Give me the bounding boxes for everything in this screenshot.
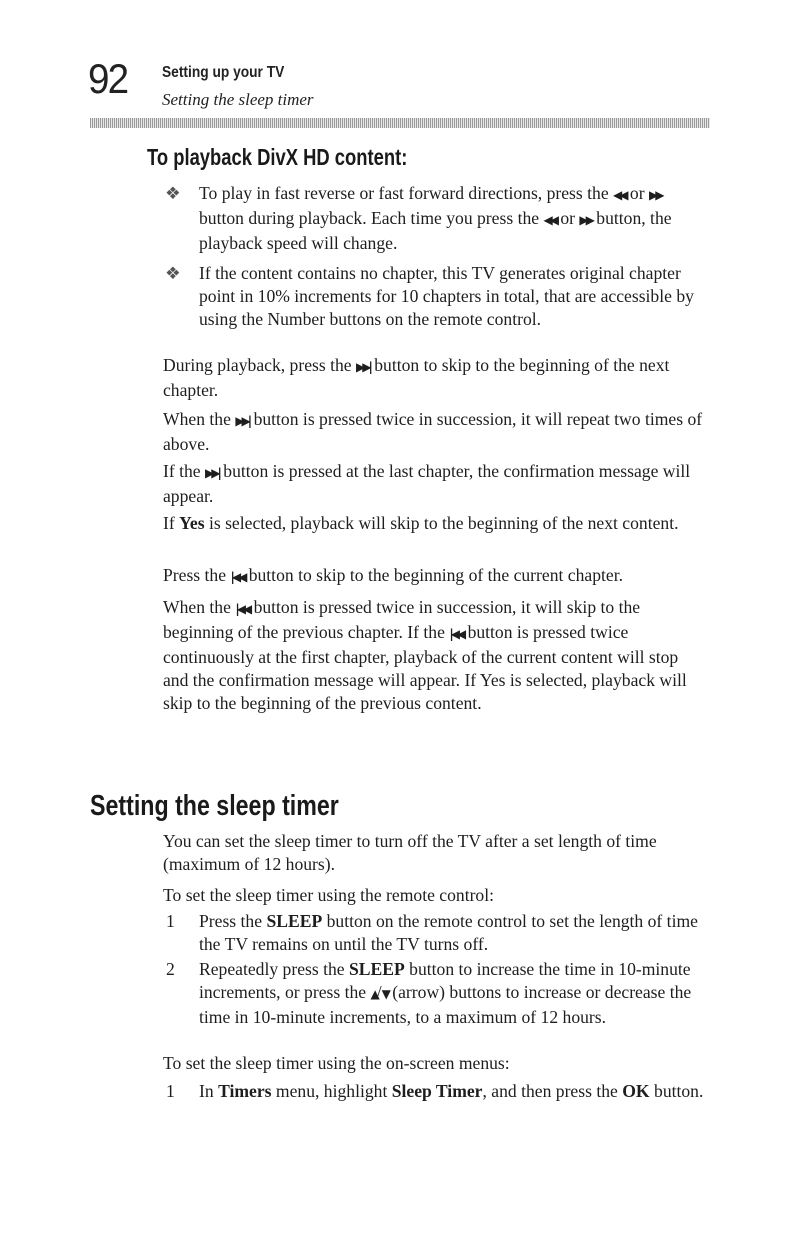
step-item: 2 Repeatedly press the SLEEP button to increase the time in 10-minute increments, or press the ▲/▼ (arrow) buttons to increase or decrease the time in 10-minute increments, to a maximum of 12 hours. bbox=[166, 959, 692, 1027]
paragraph: During playback, press the ▶▶| button to skip to the beginning of the next chapter. bbox=[163, 355, 670, 400]
paragraph: To set the sleep timer using the remote control: bbox=[163, 885, 495, 905]
step-item: 1 In Timers menu, highlight Sleep Timer, and then press the OK button. bbox=[166, 1081, 704, 1101]
list-item: ❖ If the content contains no chapter, this TV generates original chapter point in 10% increments for 10 chapters in total, that are accessible by using the Number buttons on the remote control. bbox=[165, 263, 694, 329]
divx-heading: To playback DivX HD content: bbox=[147, 144, 408, 170]
paragraph: When the |◀◀ button is pressed twice in succession, it will skip to the beginning of the previous chapter. If the |◀◀ button is pressed twice continuously at the first chapter, playback of the current content will stop and the confirmation message will appear. If Yes is selected, playback will skip to the beginning of the previous content. bbox=[163, 597, 687, 713]
paragraph: You can set the sleep timer to turn off the TV after a set length of time (maximum of 12 hours). bbox=[163, 831, 657, 874]
running-header-section: Setting up your TV bbox=[162, 64, 285, 81]
bullet-icon: ❖ bbox=[165, 263, 181, 283]
header-divider bbox=[90, 118, 710, 128]
step-number: 1 bbox=[166, 1081, 175, 1101]
step-number: 2 bbox=[166, 959, 175, 979]
bullet-icon: ❖ bbox=[165, 183, 181, 203]
paragraph: If Yes is selected, playback will skip to the beginning of the next content. bbox=[163, 513, 679, 533]
fast-forward-icon: ▶▶ bbox=[579, 213, 592, 227]
paragraph: Press the |◀◀ button to skip to the beginning of the current chapter. bbox=[163, 565, 623, 585]
running-header-topic: Setting the sleep timer bbox=[162, 90, 314, 109]
fast-forward-icon: ▶▶ bbox=[648, 188, 662, 202]
page-number: 92 bbox=[88, 55, 128, 102]
skip-previous-icon: |◀◀ bbox=[449, 627, 464, 641]
paragraph: To set the sleep timer using the on-screen menus: bbox=[163, 1053, 510, 1073]
skip-previous-icon: |◀◀ bbox=[235, 602, 250, 616]
up-arrow-icon: ▲ bbox=[370, 987, 377, 1001]
step-item: 1 Press the SLEEP button on the remote control to set the length of time the TV remains on until the TV turns off. bbox=[166, 911, 698, 954]
step-number: 1 bbox=[166, 911, 175, 931]
skip-next-icon: ▶▶| bbox=[356, 360, 370, 374]
down-arrow-icon: ▼ bbox=[381, 987, 388, 1001]
skip-next-icon: ▶▶| bbox=[235, 414, 250, 428]
rewind-icon: ◀◀ bbox=[613, 188, 626, 202]
skip-next-icon: ▶▶| bbox=[205, 466, 219, 480]
paragraph: When the ▶▶| button is pressed twice in succession, it will repeat two times of above. bbox=[163, 409, 703, 454]
list-item: ❖ To play in fast reverse or fast forward directions, press the ◀◀ or ▶▶ button during playback. Each time you press the ◀◀ or ▶▶ button, the playback speed will change. bbox=[165, 183, 672, 253]
skip-previous-icon: |◀◀ bbox=[230, 570, 245, 584]
sleep-timer-heading: Setting the sleep timer bbox=[90, 790, 339, 822]
rewind-icon: ◀◀ bbox=[543, 213, 556, 227]
paragraph: If the ▶▶| button is pressed at the last chapter, the confirmation message will appear. bbox=[163, 461, 691, 506]
